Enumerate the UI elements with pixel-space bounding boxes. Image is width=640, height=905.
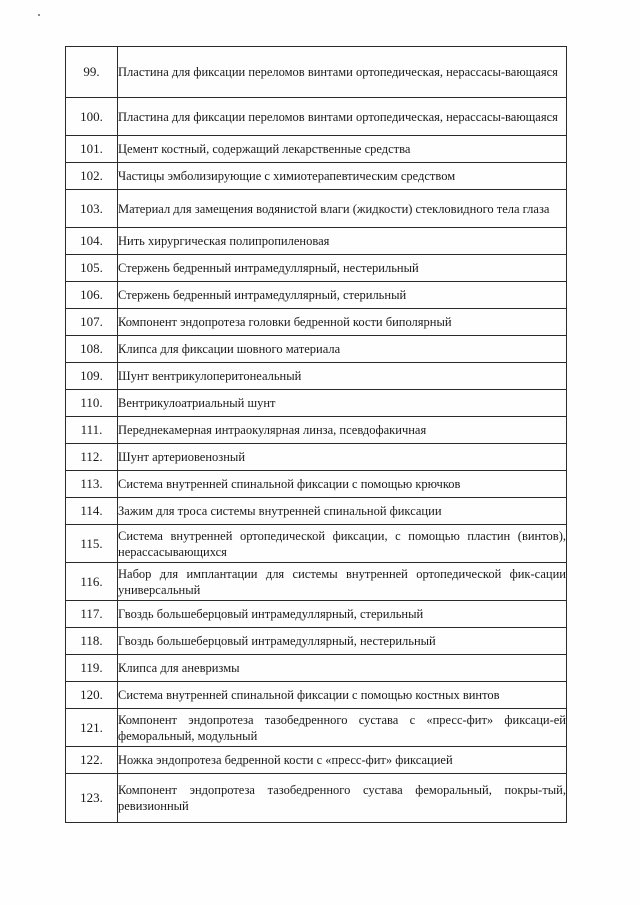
table-row xyxy=(66,98,567,136)
row-number: 109. xyxy=(66,363,118,390)
row-description: Переднекамерная интраокулярная линза, псевдофакичная xyxy=(118,417,567,444)
row-number: 103. xyxy=(66,190,118,228)
row-description: Компонент эндопротеза тазобедренного сустава феморальный, покры-тый, ревизионный xyxy=(118,774,567,823)
row-description: Материал для замещения водянистой влаги (жидкости) стекловидного тела глаза xyxy=(118,190,567,228)
row-description: Стержень бедренный интрамедуллярный, стерильный xyxy=(118,282,567,309)
row-description: Система внутренней спинальной фиксации с помощью костных винтов xyxy=(118,682,567,709)
scan-speck xyxy=(38,14,40,16)
row-description: Частицы эмболизирующие с химиотерапевтическим средством xyxy=(118,163,567,190)
row-number: 119. xyxy=(66,655,118,682)
table-row xyxy=(66,628,567,655)
row-number: 121. xyxy=(66,709,118,747)
row-description: Система внутренней спинальной фиксации с помощью крючков xyxy=(118,471,567,498)
row-description: Клипса для аневризмы xyxy=(118,655,567,682)
row-description: Гвоздь большеберцовый интрамедуллярный, стерильный xyxy=(118,601,567,628)
table-row xyxy=(66,390,567,417)
table-row xyxy=(66,190,567,228)
table-row xyxy=(66,336,567,363)
row-number: 102. xyxy=(66,163,118,190)
row-number: 99. xyxy=(66,47,118,98)
table-row xyxy=(66,163,567,190)
table-row xyxy=(66,709,567,747)
table-row xyxy=(66,444,567,471)
row-number: 115. xyxy=(66,525,118,563)
row-description: Гвоздь большеберцовый интрамедуллярный, нестерильный xyxy=(118,628,567,655)
row-number: 100. xyxy=(66,98,118,136)
row-description: Ножка эндопротеза бедренной кости с «пресс-фит» фиксацией xyxy=(118,747,567,774)
row-number: 123. xyxy=(66,774,118,823)
table-row xyxy=(66,655,567,682)
row-description: Пластина для фиксации переломов винтами ортопедическая, нерассасы-вающаяся xyxy=(118,47,567,98)
row-description: Шунт артериовенозный xyxy=(118,444,567,471)
row-number: 106. xyxy=(66,282,118,309)
row-number: 104. xyxy=(66,228,118,255)
row-description: Клипса для фиксации шовного материала xyxy=(118,336,567,363)
row-number: 107. xyxy=(66,309,118,336)
table-row xyxy=(66,417,567,444)
row-description: Система внутренней ортопедической фиксации, с помощью пластин (винтов), нерассасывающихся xyxy=(118,525,567,563)
table-row xyxy=(66,282,567,309)
table-row xyxy=(66,136,567,163)
row-description: Стержень бедренный интрамедуллярный, нестерильный xyxy=(118,255,567,282)
row-number: 120. xyxy=(66,682,118,709)
row-number: 114. xyxy=(66,498,118,525)
row-number: 101. xyxy=(66,136,118,163)
table-row xyxy=(66,498,567,525)
row-number: 113. xyxy=(66,471,118,498)
table-row xyxy=(66,228,567,255)
row-number: 110. xyxy=(66,390,118,417)
row-number: 116. xyxy=(66,563,118,601)
row-description: Цемент костный, содержащий лекарственные средства xyxy=(118,136,567,163)
table-row xyxy=(66,563,567,601)
table-row xyxy=(66,525,567,563)
row-description: Компонент эндопротеза тазобедренного сустава с «пресс-фит» фиксаци-ей феморальный, модульный xyxy=(118,709,567,747)
table-row xyxy=(66,774,567,823)
row-description: Шунт вентрикулоперитонеальный xyxy=(118,363,567,390)
row-description: Нить хирургическая полипропиленовая xyxy=(118,228,567,255)
row-number: 108. xyxy=(66,336,118,363)
row-description: Вентрикулоатриальный шунт xyxy=(118,390,567,417)
row-number: 112. xyxy=(66,444,118,471)
row-number: 111. xyxy=(66,417,118,444)
row-description: Пластина для фиксации переломов винтами ортопедическая, нерассасы-вающаяся xyxy=(118,98,567,136)
row-number: 122. xyxy=(66,747,118,774)
row-description: Компонент эндопротеза головки бедренной кости биполярный xyxy=(118,309,567,336)
row-number: 117. xyxy=(66,601,118,628)
items-table xyxy=(65,46,567,823)
table-row xyxy=(66,601,567,628)
table-row xyxy=(66,47,567,98)
row-number: 105. xyxy=(66,255,118,282)
table-row xyxy=(66,255,567,282)
row-number: 118. xyxy=(66,628,118,655)
table-row xyxy=(66,363,567,390)
table-row xyxy=(66,309,567,336)
table-row xyxy=(66,682,567,709)
table-row xyxy=(66,747,567,774)
table-row xyxy=(66,471,567,498)
row-description: Набор для имплантации для системы внутренней ортопедической фик-сации универсальный xyxy=(118,563,567,601)
row-description: Зажим для троса системы внутренней спинальной фиксации xyxy=(118,498,567,525)
